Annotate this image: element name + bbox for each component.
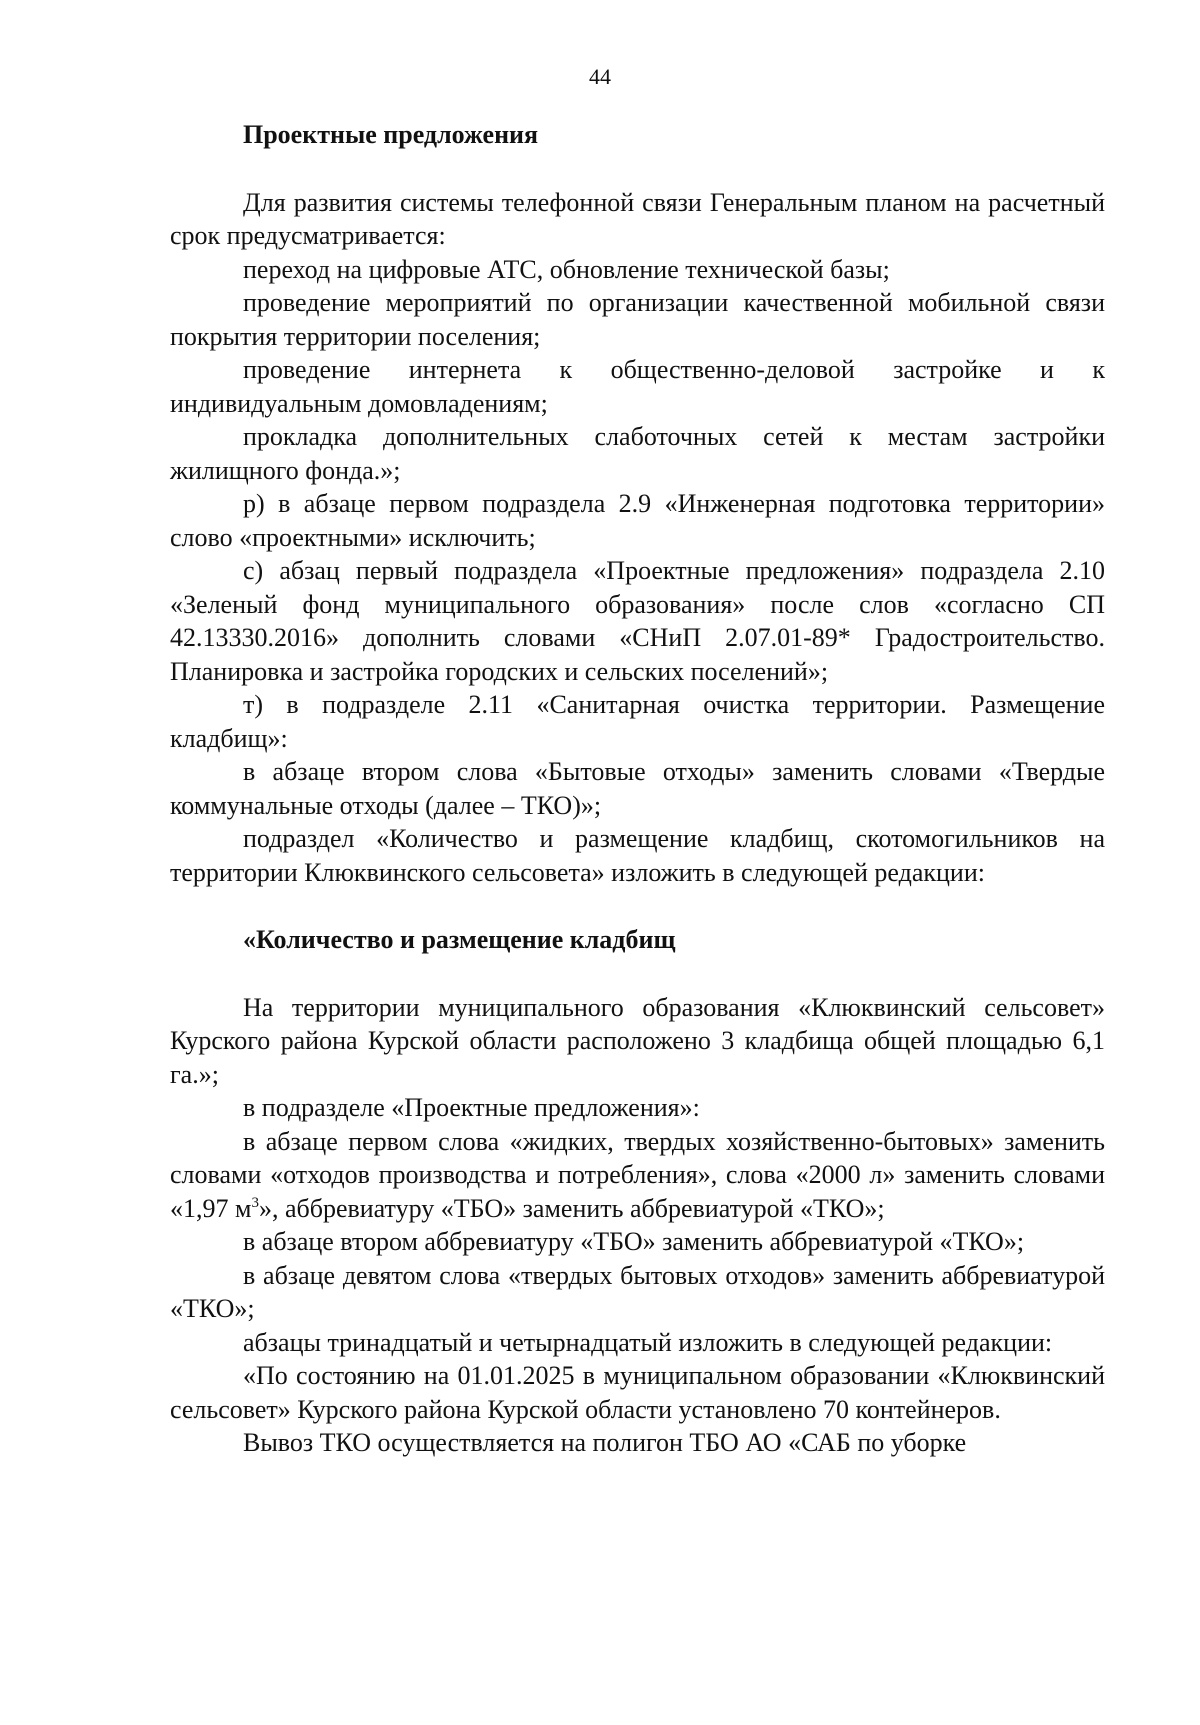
paragraph: подраздел «Количество и размещение кладбищ, скотомогильников на территории Клюквинского сельсовета» изложить в следующей редакции: [170, 824, 1105, 887]
paragraph: абзацы тринадцатый и четырнадцатый изложить в следующей редакции: [243, 1327, 1053, 1357]
paragraph-text-before: в абзаце первом слова «жидких, твердых хозяйственно-бытовых» заменить словами «отходов производства и потребления», слова «2000 л» заменить словами «1,97 м [170, 1126, 1105, 1223]
paragraph: в абзаце девятом слова «твердых бытовых отходов» заменить аббревиатурой «ТКО»; [170, 1260, 1105, 1323]
section-heading-cemeteries: «Количество и размещение кладбищ [243, 925, 676, 954]
paragraph: в абзаце втором слова «Бытовые отходы» заменить словами «Твердые коммунальные отходы (далее – ТКО)»; [170, 757, 1105, 820]
paragraph: проведение мероприятий по организации качественной мобильной связи покрытия территории поселения; [170, 288, 1105, 351]
paragraph: Вывоз ТКО осуществляется на полигон ТБО АО «САБ по уборке [243, 1428, 967, 1457]
paragraph: с) абзац первый подраздела «Проектные предложения» подраздела 2.10 «Зеленый фонд муниципального образования» после слов «согласно СП 42.13330.2016» дополнить словами «СНиП 2.07.01-89* Градостроительство. Планировка и застройка городских и сельских поселений»; [170, 556, 1105, 686]
paragraph-with-superscript [170, 1125, 1105, 1226]
paragraph: в абзаце втором аббревиатуру «ТБО» заменить аббревиатурой «ТКО»; [243, 1227, 1025, 1256]
paragraph: р) в абзаце первом подраздела 2.9 «Инженерная подготовка территории» слово «проектными» исключить; [170, 489, 1105, 552]
section-heading-proposals: Проектные предложения [243, 120, 539, 149]
document-body [170, 118, 1105, 1460]
paragraph: На территории муниципального образования «Клюквинский сельсовет» Курского района Курской области расположено 3 кладбища общей площадью 6,1 га.»; [170, 992, 1105, 1089]
paragraph: прокладка дополнительных слаботочных сетей к местам застройки жилищного фонда.»; [170, 422, 1105, 485]
paragraph-text-after: », аббревиатуру «ТБО» заменить аббревиатурой «ТКО»; [258, 1193, 885, 1223]
paragraph: в подразделе «Проектные предложения»: [243, 1093, 700, 1122]
paragraph: «По состоянию на 01.01.2025 в муниципальном образовании «Клюквинский сельсовет» Курского района Курской области установлено 70 контейнеров. [170, 1361, 1105, 1424]
superscript-cubic: 3 [251, 1194, 259, 1211]
paragraph: проведение интернета к общественно-деловой застройке и к индивидуальным домовладениям; [170, 355, 1105, 418]
paragraph: Для развития системы телефонной связи Генеральным планом на расчетный срок предусматривается: [170, 187, 1105, 250]
page-number: 44 [589, 64, 611, 89]
paragraph: переход на цифровые АТС, обновление технической базы; [243, 254, 890, 284]
paragraph: т) в подразделе 2.11 «Санитарная очистка территории. Размещение кладбищ»: [170, 690, 1105, 753]
